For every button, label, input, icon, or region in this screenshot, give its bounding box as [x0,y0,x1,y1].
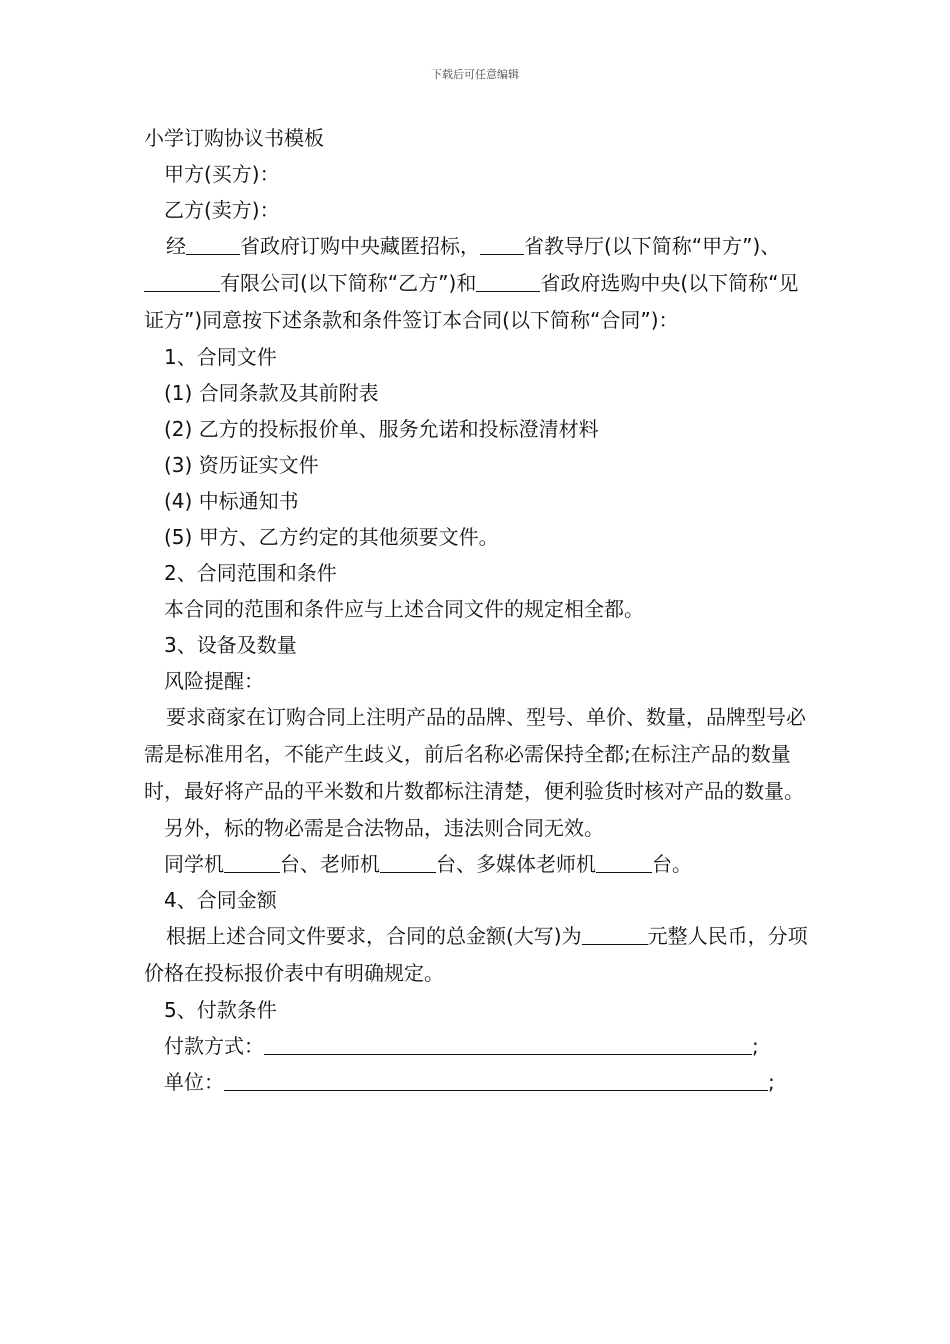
quantity-text-2: 台、老师机 [280,852,380,876]
intro-text-4: 有限公司(以下简称“乙方”)和 [220,271,477,295]
section-1-item-3: (3) 资历证实文件 [164,453,319,477]
section-1-item-2: (2) 乙方的投标报价单、服务允诺和投标澄清材料 [164,417,599,441]
amount-paragraph [144,918,812,992]
unit-end: ; [768,1070,775,1094]
intro-text-2: 省政府订购中央藏匿招标， [240,234,480,258]
blank-province-3 [476,271,540,292]
document-title: 小学订购协议书模板 [144,126,324,150]
amount-text-1: 根据上述合同文件要求，合同的总金额(大写)为 [166,924,582,948]
party-b-line: 乙方(卖方)： [164,198,280,222]
unit-line [144,1064,812,1100]
section-2-heading: 2、合同范围和条件 [164,561,337,585]
amount-text-2: 元整人民币，分项价格在投标报价表中有明确规定。 [144,924,808,985]
page-header-note: 下载后可任意编辑 [431,68,519,81]
blank-total-amount [582,924,648,945]
intro-text-5: 省政府选购中央(以下简称“见证方”)同意按下述条款和条件签订本合同(以下简称“合同”)： [144,271,799,332]
quantity-line [144,846,812,882]
section-5-heading: 5、付款条件 [164,998,277,1022]
blank-student-count [224,852,280,873]
payment-method-end: ; [752,1034,759,1058]
section-1-item-1: (1) 合同条款及其前附表 [164,381,379,405]
risk-paragraph: 要求商家在订购合同上注明产品的品牌、型号、单价、数量，品牌型号必需是标准用名，不能产生歧义，前后名称必需保持全都;在标注产品的数量时，最好将产品的平米数和片数都标注清楚，便利验货时核对产品的数量。 [144,705,806,803]
section-1-item-4: (4) 中标通知书 [164,489,299,513]
section-1-heading: 1、合同文件 [164,345,277,369]
blank-company [144,271,220,292]
blank-teacher-count [380,852,436,873]
document-body [144,120,812,1100]
intro-paragraph [144,228,812,339]
intro-text-3: 省教导厅(以下简称“甲方”)、 [524,234,781,258]
intro-text-1: 经 [166,234,186,258]
section-1-item-5: (5) 甲方、乙方约定的其他须要文件。 [164,525,499,549]
blank-multimedia-count [596,852,652,873]
quantity-text-4: 台。 [652,852,692,876]
legal-notice: 另外，标的物必需是合法物品，违法则合同无效。 [164,816,604,840]
blank-province-1 [186,234,240,255]
payment-method-line [144,1028,812,1064]
quantity-text-1: 同学机 [164,852,224,876]
section-3-heading: 3、设备及数量 [164,633,297,657]
risk-label: 风险提醒： [164,669,264,693]
section-4-heading: 4、合同金额 [164,888,277,912]
payment-method-label: 付款方式： [164,1034,264,1058]
blank-payment-method [264,1034,752,1055]
blank-province-2 [480,234,524,255]
quantity-text-3: 台、多媒体老师机 [436,852,596,876]
unit-label: 单位： [164,1070,224,1094]
blank-unit [224,1070,768,1091]
party-a-line: 甲方(买方)： [164,162,280,186]
section-2-text: 本合同的范围和条件应与上述合同文件的规定相全都。 [164,597,644,621]
